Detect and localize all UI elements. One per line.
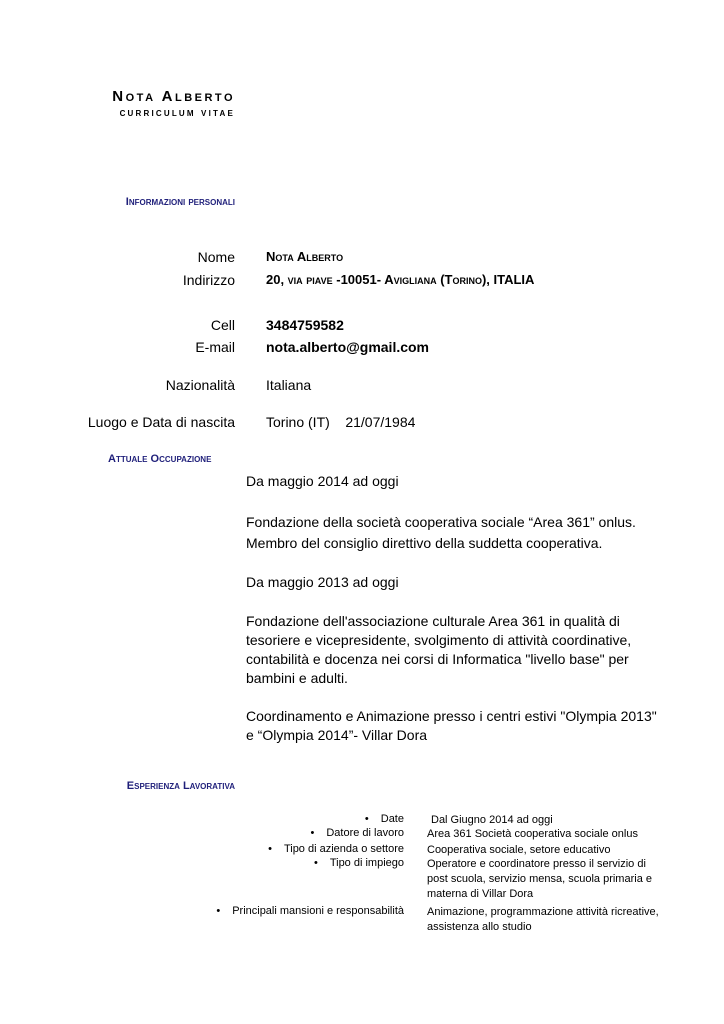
bullet-icon: •	[364, 813, 369, 825]
label-email: E-mail	[195, 339, 235, 355]
label-luogo-data-nascita: Luogo e Data di nascita	[87, 414, 235, 430]
exp-value-settore: Cooperativa sociale, setore educativo	[427, 844, 611, 856]
section-title-personal-info: Informazioni personali	[125, 196, 235, 208]
label-nome: Nome	[197, 249, 235, 265]
cv-subtitle: curriculum vitae	[119, 107, 235, 119]
paragraph-date-2014: Da maggio 2014 ad oggi	[246, 473, 399, 489]
exp-value-date: Dal Giugno 2014 ad oggi	[431, 814, 553, 826]
exp-label-date: • Date	[364, 813, 404, 825]
bullet-icon: •	[310, 827, 315, 839]
bullet-icon: •	[216, 905, 221, 917]
value-indirizzo: 20, via piave -10051- Avigliana (Torino), ITALIA	[266, 272, 535, 287]
section-title-work-experience: Esperienza Lavorativa	[126, 780, 235, 792]
paragraph-centri-estivi: Coordinamento e Animazione presso i centri estivi "Olympia 2013" e “Olympia 2014”- Villar Dora	[246, 708, 657, 743]
exp-label-settore: • Tipo di azienda o settore	[268, 843, 404, 855]
bullet-icon: •	[313, 857, 318, 869]
exp-label-impiego: • Tipo di impiego	[313, 857, 404, 869]
exp-value-datore: Area 361 Società cooperativa sociale onlus	[427, 828, 638, 840]
paragraph-cooperativa: Fondazione della società cooperativa sociale “Area 361” onlus. Membro del consiglio direttivo della suddetta cooperativa.	[246, 514, 636, 551]
exp-label-mansioni: • Principali mansioni e responsabilità	[216, 905, 404, 917]
value-email: nota.alberto@gmail.com	[266, 339, 430, 355]
section-title-current-occupation: Attuale Occupazione	[108, 453, 212, 465]
exp-value-impiego: Operatore e coordinatore presso il servizio di post scuola, servizio mensa, scuola primaria e materna di Villar Dora	[427, 858, 652, 900]
bullet-icon: •	[268, 843, 272, 855]
paragraph-date-2013: Da maggio 2013 ad oggi	[246, 574, 399, 590]
value-cell: 3484759582	[266, 317, 344, 333]
exp-label-datore: • Datore di lavoro	[310, 827, 404, 839]
label-cell: Cell	[210, 317, 235, 333]
label-nazionalita: Nazionalità	[165, 377, 235, 393]
exp-value-mansioni: Animazione, programmazione attività ricreative, assistenza allo studio	[427, 906, 659, 933]
paragraph-associazione: Fondazione dell'associazione culturale Area 361 in qualità di tesoriere e vicepresidente, svolgimento di attività coordinative, contabilità e docenza nei corsi di Informatica "livello base" per bambini e adulti.	[246, 613, 632, 686]
value-luogo-data-nascita: Torino (IT) 21/07/1984	[266, 414, 416, 430]
cv-owner-name: Nota Alberto	[112, 88, 235, 105]
value-nazionalita: Italiana	[266, 377, 312, 393]
value-nome: Nota Alberto	[266, 249, 344, 264]
label-indirizzo: Indirizzo	[182, 272, 235, 288]
